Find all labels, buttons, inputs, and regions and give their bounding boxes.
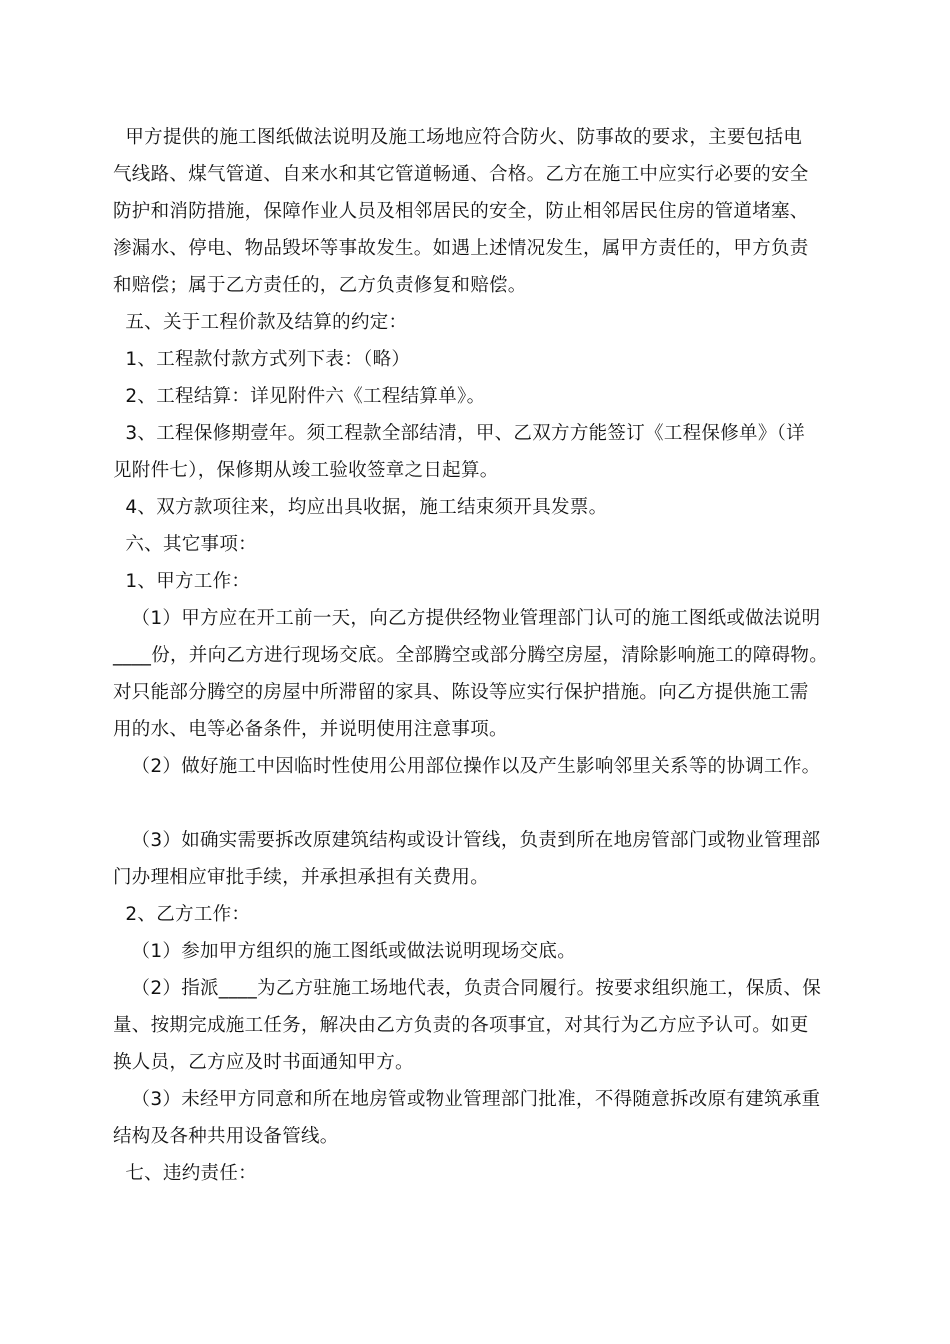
subsection-heading: 2、乙方工作：	[113, 904, 251, 925]
paragraph-line: 和赔偿；属于乙方责任的，乙方负责修复和赔偿。	[113, 275, 527, 296]
paragraph-line: 防护和消防措施，保障作业人员及相邻居民的安全，防止相邻居民住房的管道堵塞、	[113, 201, 809, 222]
paragraph-line: 见附件七），保修期从竣工验收签章之日起算。	[113, 460, 499, 481]
paragraph-line: 用的水、电等必备条件，并说明使用注意事项。	[113, 719, 508, 740]
subsection-heading: 1、甲方工作：	[113, 571, 251, 592]
section-heading: 七、违约责任：	[113, 1163, 257, 1184]
paragraph-line: ____份，并向乙方进行现场交底。全部腾空或部分腾空房屋，清除影响施工的障碍物。	[113, 645, 829, 666]
list-item: （2）指派____为乙方驻施工场地代表，负责合同履行。按要求组织施工，保质、保	[113, 978, 822, 999]
section-heading: 五、关于工程价款及结算的约定：	[113, 312, 408, 333]
paragraph-line: 门办理相应审批手续，并承担承担有关费用。	[113, 867, 490, 888]
paragraph-line: 对只能部分腾空的房屋中所滞留的家具、陈设等应实行保护措施。向乙方提供施工需	[113, 682, 809, 703]
list-item: 3、工程保修期壹年。须工程款全部结清，甲、乙双方方能签订《工程保修单》（详	[113, 423, 805, 444]
list-item: 4、双方款项往来，均应出具收据，施工结束须开具发票。	[113, 497, 608, 518]
list-item: 1、工程款付款方式列下表：（略）	[113, 349, 411, 370]
list-item: （3）如确实需要拆改原建筑结构或设计管线，负责到所在地房管部门或物业管理部	[113, 830, 821, 851]
paragraph-line: 量、按期完成施工任务，解决由乙方负责的各项事宜，对其行为乙方应予认可。如更	[113, 1015, 809, 1036]
list-item: 2、工程结算：详见附件六《工程结算单》。	[113, 386, 486, 407]
paragraph-line: 结构及各种共用设备管线。	[113, 1126, 339, 1147]
paragraph-line: 渗漏水、停电、物品毁坏等事故发生。如遇上述情况发生，属甲方责任的，甲方负责	[113, 238, 809, 259]
list-item: （3）未经甲方同意和所在地房管或物业管理部门批准，不得随意拆改原有建筑承重	[113, 1089, 821, 1110]
list-item: （2）做好施工中因临时性使用公用部位操作以及产生影响邻里关系等的协调工作。	[113, 756, 821, 777]
paragraph-line: 气线路、煤气管道、自来水和其它管道畅通、合格。乙方在施工中应实行必要的安全	[113, 164, 809, 185]
list-item: （1）参加甲方组织的施工图纸或做法说明现场交底。	[113, 941, 577, 962]
section-heading: 六、其它事项：	[113, 534, 257, 555]
paragraph-line: 换人员，乙方应及时书面通知甲方。	[113, 1052, 414, 1073]
paragraph-line: 甲方提供的施工图纸做法说明及施工场地应符合防火、防事故的要求，主要包括电	[113, 127, 803, 148]
list-item: （1）甲方应在开工前一天，向乙方提供经物业管理部门认可的施工图纸或做法说明	[113, 608, 821, 629]
